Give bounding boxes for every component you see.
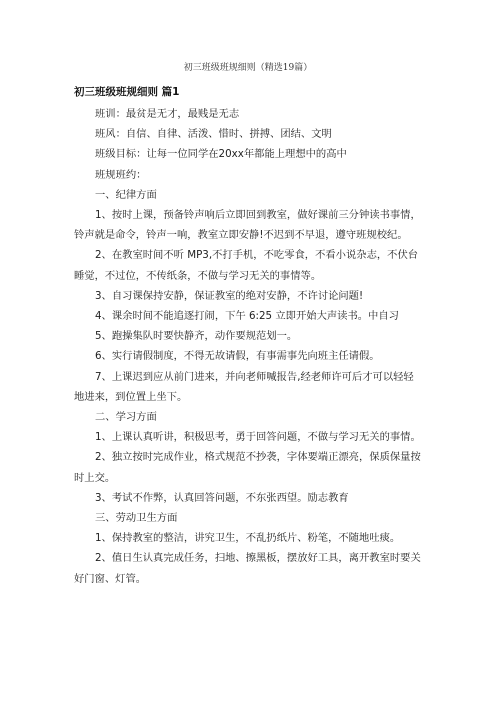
paragraph-rules-intro: 班规班约： [95, 168, 147, 181]
document-body [74, 104, 424, 589]
rule-item: 2、值日生认真完成任务，扫地、擦黑板，摆放好工具，离开教室时要关好门窗、灯管。 [74, 552, 421, 585]
subheading-hygiene: 三、劳动卫生方面 [95, 512, 178, 525]
rule-item: 6、实行请假制度，不得无故请假，有事需事先向班主任请假。 [95, 350, 380, 363]
document-title: 初三班级班规细则（精选19篇） [183, 63, 313, 73]
rule-item: 7、上课迟到应从前门进来，并向老师喊报告,经老师许可后才可以轻轻地进来，到位置上坐下。 [74, 370, 414, 403]
subheading-study: 二、学习方面 [95, 411, 157, 424]
rule-item: 2、独立按时完成作业，格式规范不抄袭，字体要端正漂亮，保质保量按时上交。 [74, 451, 421, 484]
rule-item: 1、按时上课，预备铃声响后立即回到教室，做好课前三分钟读书事情，铃声就是命令，铃声一响，教室立即安静!不迟到不早退，遵守班规校纪。 [74, 209, 421, 242]
rule-item: 1、上课认真听讲，积极思考，勇于回答问题，不做与学习无关的事情。 [95, 431, 421, 444]
subheading-discipline: 一、纪律方面 [95, 188, 157, 201]
rule-item: 5、跑操集队时要快静齐，动作要规范划一。 [95, 330, 298, 343]
rule-item: 1、保持教室的整洁，讲究卫生，不乱扔纸片、粉笔，不随地吐痰。 [95, 532, 401, 545]
rule-item: 2、在教室时间不听 MP3,不打手机，不吃零食，不看小说杂志，不伏台睡觉，不过位，不传纸条，不做与学习无关的事情等。 [74, 249, 419, 282]
paragraph-class-goal: 班级目标：让每一位同学在20xx年都能上理想中的高中 [95, 148, 347, 161]
rule-item: 3、考试不作弊，认真回答问题，不东张西望。励志教育 [95, 491, 349, 504]
rule-item: 3、自习课保持安静，保证教室的绝对安静，不许讨论问题! [95, 289, 364, 302]
paragraph-motto: 班训：最贫是无才，最贱是无志 [95, 108, 240, 120]
section-heading: 初三班级班规细则 篇1 [74, 86, 180, 98]
paragraph-class-style: 班风：自信、自律、活泼、惜时、拼搏、团结、文明 [95, 128, 332, 141]
rule-item: 4、课余时间不能追逐打闹，下午 6:25 立即开始大声读书。中自习 [95, 310, 399, 323]
